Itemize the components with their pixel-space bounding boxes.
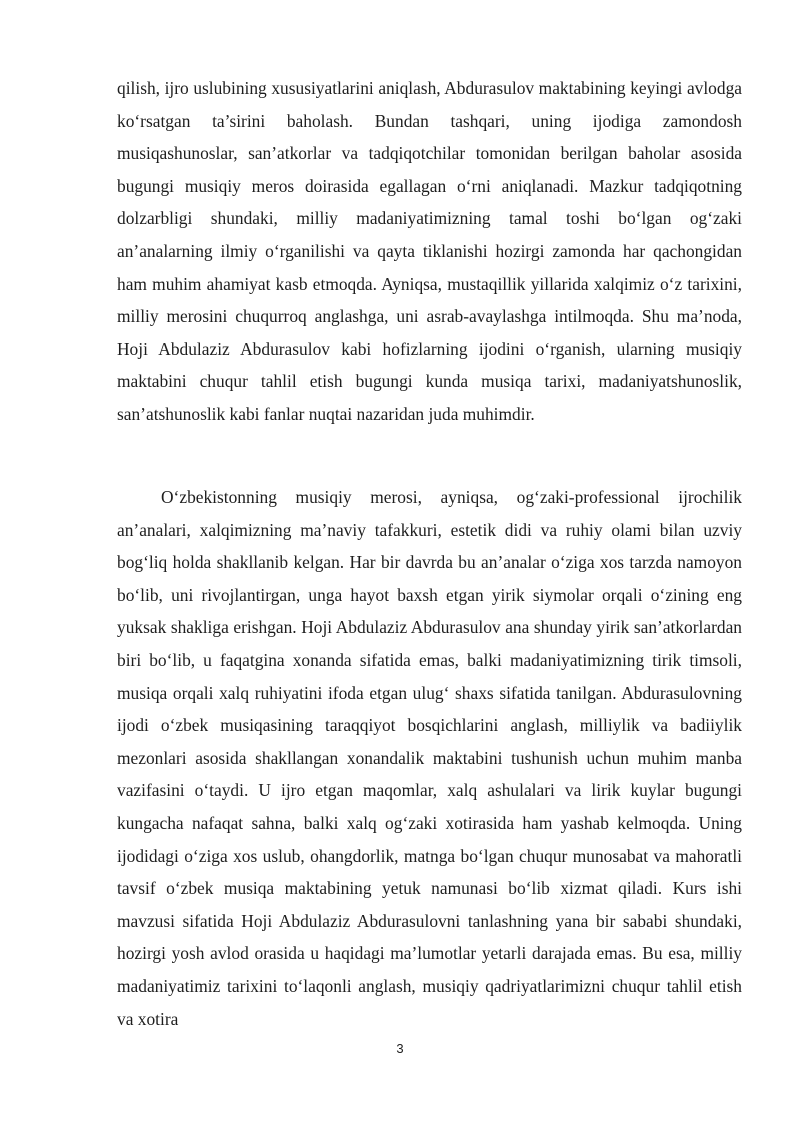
- paragraph-2: O‘zbekistonning musiqiy merosi, ayniqsa, og‘zaki-professional ijrochilik an’analari, xalqimizning ma’naviy tafakkuri, estetik didi va ruhiy olami bilan uzviy bog‘liq holda shakllanib kelgan. Har bir davrda bu an’analar o‘ziga xos tarzda namoyon bo‘lib, uni rivojlantirgan, unga hayot baxsh etgan yirik siymolar orqali o‘zining eng yuksak shakliga erishgan. Hoji Abdulaziz Abdurasulov ana shunday yirik san’atkorlardan biri bo‘lib, u faqatgina xonanda sifatida emas, balki madaniyatimizning tirik timsoli, musiqa orqali xalq ruhiyatini ifoda etgan ulug‘ shaxs sifatida tanilgan. Abdurasulovning ijodi o‘zbek musiqasining taraqqiyot bosqichlarini anglash, milliylik va badiiylik mezonlari asosida shakllangan xonandalik maktabini tushunish uchun muhim manba vazifasini o‘taydi. U ijro etgan maqomlar, xalq ashulalari va lirik kuylar bugungi kungacha nafaqat sahna, balki xalq og‘zaki xotirasida ham yashab kelmoqda. Uning ijodidagi o‘ziga xos uslub, ohangdorlik, matnga bo‘lgan chuqur munosabat va mahoratli tavsif o‘zbek musiqa maktabining yetuk namunasi bo‘lib xizmat qiladi. Kurs ishi mavzusi sifatida Hoji Abdulaziz Abdurasulovni tanlashning yana bir sababi shundaki, hozirgi yosh avlod orasida u haqidagi ma’lumotlar yetarli darajada emas. Bu esa, milliy madaniyatimiz tarixini to‘laqonli anglash, musiqiy qadriyatlarimizni chuqur tahlil etish va xotira: [117, 487, 742, 1029]
- paragraph-1: qilish, ijro uslubining xususiyatlarini aniqlash, Abdurasulov maktabining keyingi avlodga ko‘rsatgan ta’sirini baholash. Bundan tashqari, uning ijodiga zamondosh musiqashunoslar, san’atkorlar va tadqiqotchilar tomonidan berilgan baholar asosida bugungi musiqiy meros doirasida egallagan o‘rni aniqlanadi. Mazkur tadqiqotning dolzarbligi shundaki, milliy madaniyatimizning tamal toshi bo‘lgan og‘zaki an’analarning ilmiy o‘rganilishi va qayta tiklanishi hozirgi zamonda har qachongidan ham muhim ahamiyat kasb etmoqda. Ayniqsa, mustaqillik yillarida xalqimiz o‘z tarixini, milliy merosini chuqurroq anglashga, uni asrab-avaylashga intilmoqda. Shu ma’noda, Hoji Abdulaziz Abdurasulov kabi hofizlarning ijodini o‘rganish, ularning musiqiy maktabini chuqur tahlil etish bugungi kunda musiqa tarixi, madaniyatshunoslik, san’atshunoslik kabi fanlar nuqtai nazaridan juda muhimdir.: [117, 78, 742, 424]
- page-number: 3: [396, 1041, 404, 1056]
